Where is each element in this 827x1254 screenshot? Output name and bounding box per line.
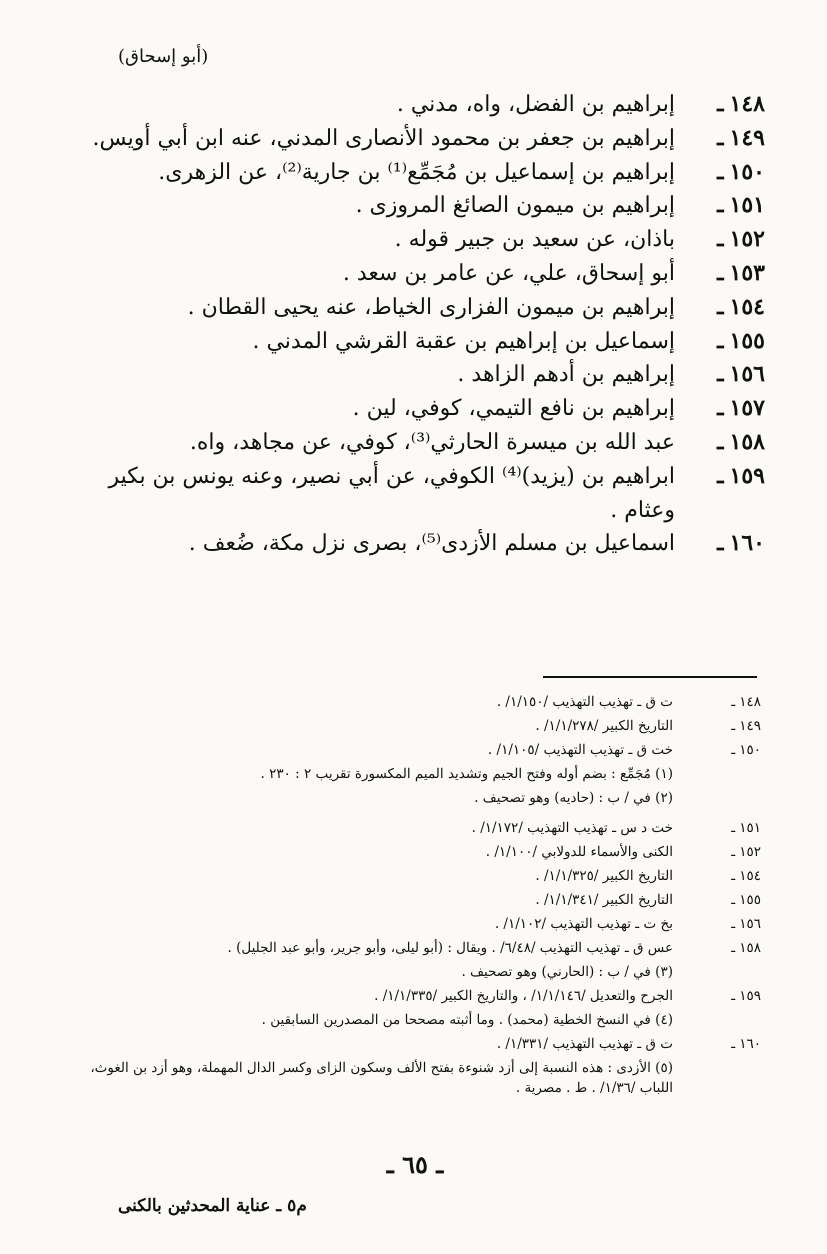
- entry-148: ١٤٨ـ إبراهيم بن الفضل، واه، مدني .: [55, 88, 765, 122]
- entry-text: إبراهيم بن نافع التيمي، كوفي، لين .: [352, 396, 675, 422]
- note-text: عس ق ـ تهذيب التهذيب /٦/٤٨/ . ويقال : (أبو ليلى، وأبو جرير، وأبو عبد الجليل) .: [227, 940, 673, 956]
- note-row: ١٤٨ـ ت ق ـ تهذيب التهذيب /١/١٥٠/ .: [61, 692, 761, 712]
- entry-list: [55, 88, 765, 561]
- entry-154: ١٥٤ـ إبراهيم بن ميمون الفزارى الخياط، عنه يحيى القطان .: [55, 291, 765, 325]
- note-row: ١٥١ـ خت د س ـ تهذيب التهذيب /١/١٧٢/ .: [61, 818, 761, 838]
- running-head: (أبو إسحاق): [118, 46, 209, 67]
- entry-158: ١٥٨ـ عبد الله بن ميسرة الحارثي⁽³⁾، كوفي، عن مجاهد، واه.: [55, 426, 765, 460]
- entry-152: ١٥٢ـ باذان، عن سعيد بن جبير قوله .: [55, 223, 765, 257]
- note-text: خت ق ـ تهذيب التهذيب /١/١٠٥/ .: [487, 742, 673, 758]
- entry-number: ١٥٨: [729, 428, 765, 455]
- entry-156: ١٥٦ـ إبراهيم بن أدهم الزاهد .: [55, 358, 765, 392]
- entry-text: إبراهيم بن أدهم الزاهد .: [457, 362, 675, 388]
- note-text: التاريخ الكبير /١/١/٣٤١/ .: [535, 892, 673, 908]
- entry-number: ١٥٢: [729, 226, 765, 253]
- entry-text: عبد الله بن ميسرة الحارثي⁽³⁾، كوفي، عن مجاهد، واه.: [189, 429, 675, 455]
- entry-number: ١٤٨: [729, 91, 765, 117]
- note-number: ١٥٨: [739, 940, 761, 956]
- note-text: الجرح والتعديل /١/١/١٤٦/ ، والتاريخ الكبير /١/١/٣٣٥/ .: [374, 988, 673, 1004]
- entry-155: ١٥٥ـ إسماعيل بن إبراهيم بن عقبة القرشي المدني .: [55, 325, 765, 359]
- note-row: ١٥٦ـ بخ ت ـ تهذيب التهذيب /١/١٠٢/ .: [61, 914, 761, 934]
- entry-text: أبو إسحاق، علي، عن عامر بن سعد .: [342, 260, 675, 286]
- entry-160: ١٦٠ـ اسماعيل بن مسلم الأزدى⁽⁵⁾، بصرى نزل مكة، ضُعف .: [55, 527, 765, 561]
- footnote-2: (٢) في / ب : (حاديه) وهو تصحيف .: [474, 790, 673, 806]
- entry-number: ١٥٦: [729, 361, 765, 388]
- note-text: الكنى والأسماء للدولابي /١/١٠٠/ .: [485, 844, 673, 860]
- entry-159: ١٥٩ـ ابراهيم بن (يزيد)⁽⁴⁾ الكوفي، عن أبي نصير، وعنه يونس بن بكير وعثام .: [55, 460, 765, 528]
- entry-number: ١٤٩: [729, 124, 765, 151]
- note-number: ١٤٨: [739, 694, 761, 710]
- note-row: ١٥٠ـ خت ق ـ تهذيب التهذيب /١/١٠٥/ .: [61, 740, 761, 760]
- entry-157: ١٥٧ـ إبراهيم بن نافع التيمي، كوفي، لين .: [55, 392, 765, 426]
- entry-text: إبراهيم بن جعفر بن محمود الأنصارى المدني، عنه ابن أبي أويس.: [92, 125, 675, 151]
- entry-150: ١٥٠ـ إبراهيم بن إسماعيل بن مُجَمِّع⁽¹⁾ بن جارية⁽²⁾، عن الزهرى.: [55, 156, 765, 190]
- entry-151: ١٥١ـ إبراهيم بن ميمون الصائغ المروزى .: [55, 189, 765, 223]
- note-number: ١٥٢: [739, 844, 761, 860]
- entry-149: ١٤٩ـ إبراهيم بن جعفر بن محمود الأنصارى المدني، عنه ابن أبي أويس.: [55, 122, 765, 156]
- footnote-3: (٣) في / ب : (الحارني) وهو تصحيف .: [461, 964, 673, 980]
- footnotes: [61, 692, 761, 1102]
- note-text: خت د س ـ تهذيب التهذيب /١/١٧٢/ .: [471, 820, 673, 836]
- note-row: ١٥٥ـ التاريخ الكبير /١/١/٣٤١/ .: [61, 890, 761, 910]
- footnote-divider: [543, 676, 757, 678]
- footnote-5: (٥) الأزدى : هذه النسبة إلى أزد شنوءة بفتح الألف وسكون الزاى وكسر الدال المهملة، وهو أزد بن الغوث، اللباب /١/٣٦/ . ط . مصرية .: [90, 1060, 673, 1096]
- entry-number: ١٥٥: [729, 327, 765, 354]
- note-number: ١٥١: [739, 820, 761, 836]
- entry-number: ١٥١: [729, 192, 765, 219]
- entry-text: إسماعيل بن إبراهيم بن عقبة القرشي المدني .: [252, 328, 675, 354]
- entry-text: اسماعيل بن مسلم الأزدى⁽⁵⁾، بصرى نزل مكة، ضُعف .: [188, 531, 675, 557]
- entry-number: ١٥٤: [729, 293, 765, 320]
- entry-number: ١٥٩: [729, 462, 765, 489]
- note-row: ١٥٩ـ الجرح والتعديل /١/١/١٤٦/ ، والتاريخ الكبير /١/١/٣٣٥/ .: [61, 986, 761, 1006]
- signature-mark: م٥ ـ عناية المحدثين بالكنى: [118, 1196, 307, 1216]
- entry-number: ١٥٧: [729, 395, 765, 422]
- note-number: ١٦٠: [739, 1036, 761, 1052]
- note-number: ١٥٩: [739, 988, 761, 1004]
- note-row: ١٥٨ـ عس ق ـ تهذيب التهذيب /٦/٤٨/ . ويقال : (أبو ليلى، وأبو جرير، وأبو عبد الجليل) .: [61, 938, 761, 958]
- note-text: ت ق ـ تهذيب التهذيب /١/٣٣١/ .: [496, 1036, 673, 1052]
- note-text: ت ق ـ تهذيب التهذيب /١/١٥٠/ .: [496, 694, 673, 710]
- note-row: ١٥٢ـ الكنى والأسماء للدولابي /١/١٠٠/ .: [61, 842, 761, 862]
- entry-text: إبراهيم بن ميمون الصائغ المروزى .: [355, 193, 675, 219]
- entry-text: ابراهيم بن (يزيد)⁽⁴⁾ الكوفي، عن أبي نصير، وعنه يونس بن بكير وعثام .: [108, 463, 675, 523]
- note-row: ١٥٤ـ التاريخ الكبير /١/١/٣٢٥/ .: [61, 866, 761, 886]
- entry-text: إبراهيم بن الفضل، واه، مدني .: [396, 92, 675, 117]
- entry-153: ١٥٣ـ أبو إسحاق، علي، عن عامر بن سعد .: [55, 257, 765, 291]
- note-number: ١٥٦: [739, 916, 761, 932]
- entry-text: إبراهيم بن إسماعيل بن مُجَمِّع⁽¹⁾ بن جارية⁽²⁾، عن الزهرى.: [158, 159, 675, 185]
- note-number: ١٥٠: [739, 742, 761, 758]
- note-text: التاريخ الكبير /١/١/٣٢٥/ .: [535, 868, 673, 884]
- entry-number: ١٦٠: [729, 530, 765, 557]
- footnote-1: (١) مُجَمِّع : بضم أوله وفتح الجيم وتشديد الميم المكسورة تقريب ٢ : ٢٣٠ .: [260, 766, 673, 782]
- note-row: ١٤٩ـ التاريخ الكبير /١/١/٢٧٨/ .: [61, 716, 761, 736]
- note-text: التاريخ الكبير /١/١/٢٧٨/ .: [535, 718, 673, 734]
- note-text: بخ ت ـ تهذيب التهذيب /١/١٠٢/ .: [494, 916, 673, 932]
- note-number: ١٥٥: [739, 892, 761, 908]
- entry-number: ١٥٠: [729, 158, 765, 185]
- footnote-4: (٤) في النسخ الخطية (محمد) . وما أثبته مصححا من المصدرين السابقين .: [261, 1012, 673, 1028]
- entry-text: باذان، عن سعيد بن جبير قوله .: [394, 227, 675, 253]
- note-row: ١٦٠ـ ت ق ـ تهذيب التهذيب /١/٣٣١/ .: [61, 1034, 761, 1054]
- note-number: ١٤٩: [739, 718, 761, 734]
- page-number: ـ ٦٥ ـ: [386, 1150, 444, 1179]
- entry-number: ١٥٣: [729, 259, 765, 286]
- entry-text: إبراهيم بن ميمون الفزارى الخياط، عنه يحيى القطان .: [187, 294, 675, 320]
- note-number: ١٥٤: [739, 868, 761, 884]
